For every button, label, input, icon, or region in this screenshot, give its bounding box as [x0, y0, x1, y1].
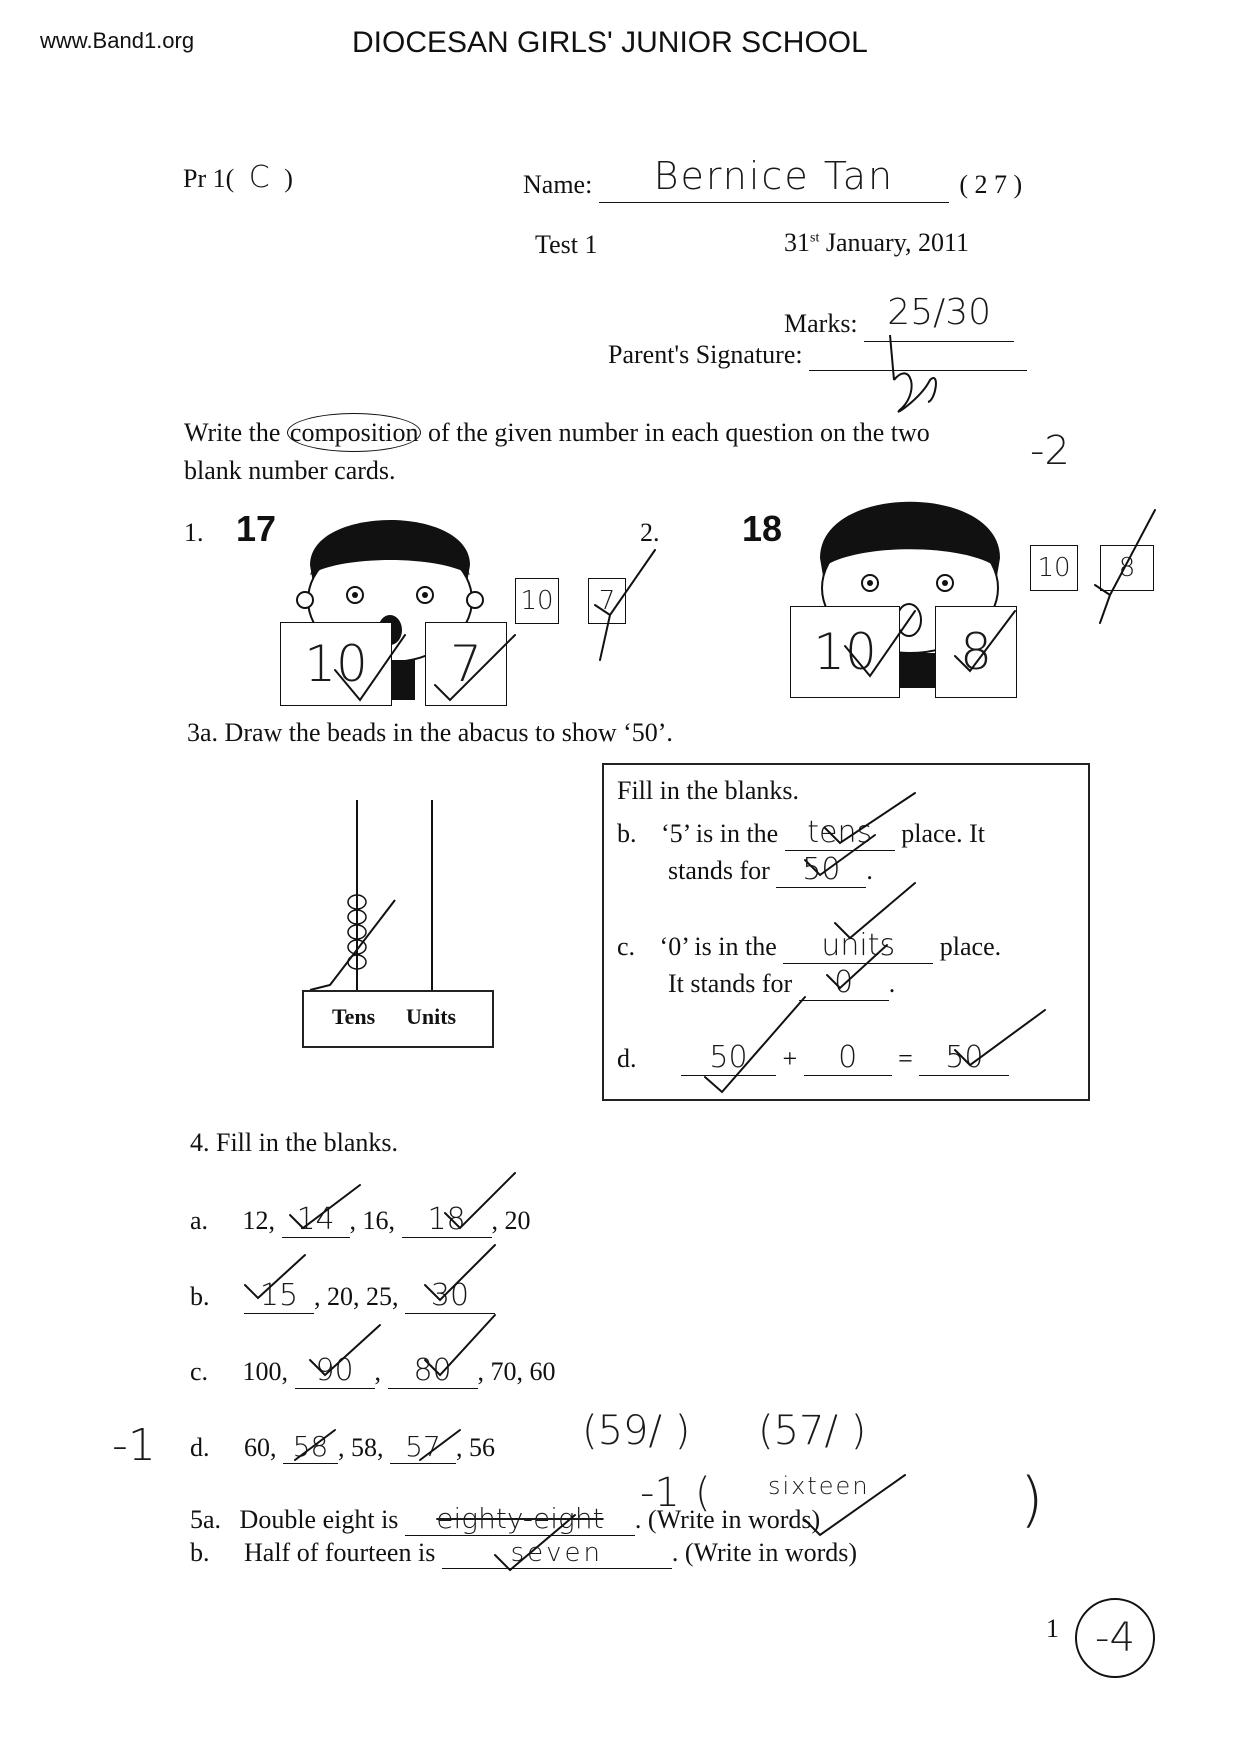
q4c-n1: 100,: [242, 1357, 289, 1386]
q3c-period: .: [888, 969, 896, 998]
instruction-part-a: Write the: [184, 418, 287, 447]
circled-word: composition: [287, 413, 422, 452]
q4b-tick2: [420, 1240, 500, 1310]
q3c-label: c.: [617, 932, 636, 961]
q3d-answer1: 50: [709, 1040, 748, 1075]
q5b-tick: [490, 1510, 580, 1580]
q4a-n1: 12,: [242, 1206, 276, 1235]
q3d-answer2: 0: [838, 1040, 858, 1075]
q4a-label: a.: [190, 1206, 209, 1235]
date-suffix: st: [810, 230, 820, 246]
abacus-base: [302, 990, 494, 1048]
q3d-label: d.: [617, 1044, 637, 1073]
q3b-answer1: tens: [807, 815, 873, 850]
q1-tick-left: [330, 630, 410, 710]
test-date: [784, 228, 969, 258]
q5b-text: Half of fourteen is: [244, 1538, 436, 1567]
q4d-answer1: 58: [292, 1430, 329, 1463]
page-deduction: -4: [1095, 1615, 1135, 1661]
q4d-n1: 60,: [244, 1433, 277, 1462]
q4d-correction1: (59/ ): [582, 1408, 691, 1454]
q3c-tick2: [822, 940, 892, 1000]
q2-side-card-a: [1030, 545, 1078, 591]
q5a-correction: sixteen: [768, 1472, 870, 1500]
section1-instruction: [184, 418, 930, 448]
page-number: 1: [1046, 1614, 1059, 1643]
question-3c-line1: [617, 928, 1001, 964]
q2-tick-left: [840, 606, 920, 686]
q2-side-tick: [1080, 505, 1160, 625]
q4d-n2: , 58,: [338, 1433, 384, 1462]
q4d-cross1: [290, 1425, 340, 1465]
q2-label: 2.: [640, 518, 660, 547]
q5a-correction-close: ): [1020, 1465, 1044, 1535]
signature-field: [608, 340, 1027, 371]
q2-side-value-b: 8: [1118, 553, 1136, 583]
q3c-text1: ‘0’ is in the: [659, 932, 777, 961]
q1-side-value-a: 10: [520, 586, 554, 616]
q1-tick-right: [430, 630, 520, 710]
q1-number: 17: [236, 508, 277, 549]
q5b-answer: seven: [510, 1538, 604, 1568]
q4c-answer2: 80: [413, 1353, 452, 1388]
q4d-deduction: -1: [112, 1420, 156, 1471]
class-close: ): [284, 164, 293, 193]
q5a-label: 5a.: [190, 1505, 222, 1534]
q1-side-value-b: 7: [598, 586, 616, 616]
q4d-label: d.: [190, 1433, 210, 1462]
school-name: DIOCESAN GIRLS' JUNIOR SCHOOL: [352, 26, 868, 59]
q4c-n2: , 70, 60: [477, 1357, 556, 1386]
q3d-tick1: [700, 992, 810, 1102]
section4-title: 4. Fill in the blanks.: [190, 1128, 398, 1157]
q4d-correction2: (57/ ): [758, 1408, 867, 1454]
q1-side-tick: [590, 545, 660, 665]
name-blank: [599, 154, 949, 203]
q3b-answer2: 50: [802, 852, 841, 887]
q4d-cross2: [415, 1425, 465, 1465]
q5a-text: Double eight is: [239, 1505, 399, 1534]
q3c-text3: It stands for: [668, 969, 793, 998]
q5b-suffix: . (Write in words): [671, 1538, 858, 1567]
class-label: Pr 1(: [183, 164, 235, 193]
q2-tick-right: [950, 606, 1020, 676]
test-title: Test 1: [535, 230, 598, 259]
q4a-answer1: 14: [296, 1202, 335, 1237]
section1-deduction: -2: [1030, 428, 1070, 474]
q4b-n1: , 20, 25,: [314, 1282, 399, 1311]
q3b-text1: ‘5’ is in the: [661, 819, 779, 848]
q3b-text2: place. It: [901, 819, 985, 848]
q4b-tick1: [240, 1250, 310, 1310]
q4a-answer2: 18: [427, 1202, 466, 1237]
section3-instruction: 3a. Draw the beads in the abacus to show ‘50’.: [187, 718, 673, 747]
q4a-tick2: [440, 1168, 520, 1238]
q3d-tick2: [950, 1005, 1050, 1085]
instruction-part-b: of the given number in each question on the two: [421, 418, 930, 447]
q4c-tick1: [305, 1320, 385, 1385]
signature-label: Parent's Signature:: [608, 340, 803, 369]
q3b-text3: stands for: [668, 856, 770, 885]
website-url: www.Band1.org: [40, 28, 195, 53]
abacus-units-label: Units: [406, 1004, 457, 1029]
q4d-n3: , 56: [456, 1433, 495, 1462]
marks-label: Marks:: [784, 309, 858, 338]
q4b-answer1: 15: [259, 1278, 299, 1313]
q3c-answer1: units: [821, 928, 896, 963]
q4c-label: c.: [190, 1357, 209, 1386]
q4a-tick1: [285, 1180, 365, 1240]
q4b-answer2: 30: [430, 1278, 470, 1313]
date-day: 31: [784, 228, 810, 257]
marks-value: 25/30: [887, 292, 992, 333]
q4d-answer2: 57: [405, 1430, 441, 1463]
q4a-n2: , 16,: [349, 1206, 396, 1235]
date-rest: January, 2011: [825, 228, 970, 257]
name-label: Name:: [523, 170, 593, 199]
page-score-circle: [1075, 1598, 1155, 1678]
q1-label: 1.: [184, 518, 204, 547]
q1-card-right-value: 7: [450, 635, 482, 693]
q5a-answer: eighty-eight: [436, 1502, 604, 1535]
q3b-period: .: [866, 856, 873, 885]
parent-signature-scribble: [880, 330, 960, 420]
q3d-answer3: 50: [945, 1040, 984, 1075]
q4b-label: b.: [190, 1282, 210, 1311]
q3d-plus: +: [782, 1044, 798, 1073]
q5b-label: b.: [190, 1538, 210, 1567]
q3b-label: b.: [617, 819, 637, 848]
section1-instruction-line2: blank number cards.: [184, 456, 396, 485]
q2-card-left-value: 10: [813, 623, 877, 681]
q3c-text2: place.: [939, 932, 1002, 961]
q5a-correction-open: (: [695, 1470, 711, 1516]
q3d-equals: =: [898, 1044, 913, 1073]
q1-side-card-a: [515, 578, 559, 624]
class-value: C: [248, 160, 270, 195]
class-field: [183, 160, 293, 195]
fill-in-title: Fill in the blanks.: [617, 776, 799, 805]
q3c-answer2: 0: [834, 965, 854, 1000]
q4c-tick2: [420, 1310, 500, 1385]
name-value: Bernice Tan: [653, 154, 895, 198]
q4c-comma: ,: [374, 1357, 382, 1386]
class-number: ( 2 7 ): [959, 170, 1023, 199]
q2-side-value-a: 10: [1037, 553, 1071, 583]
q2-number: 18: [742, 508, 783, 549]
q2-card-right-value: 8: [960, 623, 992, 681]
q5a-deduction: -1: [640, 1470, 680, 1516]
q4a-n3: , 20: [491, 1206, 531, 1235]
abacus-tens-label: Tens: [332, 1004, 376, 1029]
q3d-blank2: [804, 1040, 892, 1076]
q4c-answer1: 90: [315, 1353, 354, 1388]
name-field: [523, 154, 1023, 203]
q5a-suffix: . (Write in words): [634, 1505, 821, 1534]
q1-card-left-value: 10: [304, 635, 368, 693]
